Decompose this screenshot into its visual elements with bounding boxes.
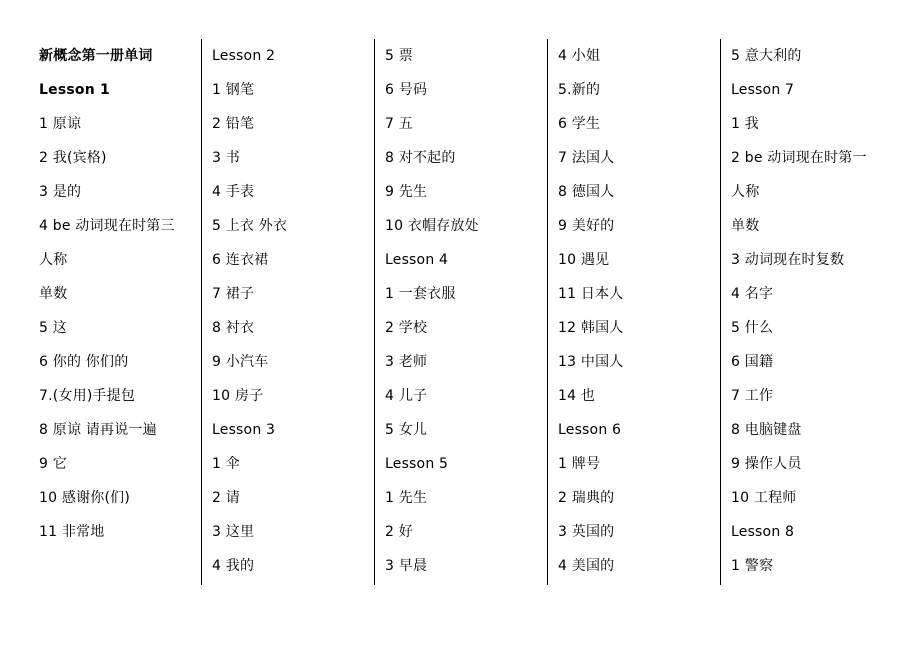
lesson-heading: Lesson 3 [212,422,276,438]
vocab-entry: 3 动词现在时复数 [731,252,845,268]
vocab-entry: 2 铅笔 [212,116,255,132]
vocab-entry: 1 警察 [731,558,774,574]
vocab-entry: 7 法国人 [558,150,615,166]
lesson-heading: Lesson 4 [385,252,449,268]
vocab-entry: 11 非常地 [39,524,105,540]
vocab-entry: 3 早晨 [385,558,428,574]
vocab-entry: 9 美好的 [558,218,615,234]
vocab-entry: 人称 [731,184,760,200]
vocab-entry: 5 女儿 [385,422,428,438]
vocab-entry: 8 德国人 [558,184,615,200]
vocab-entry: 4 儿子 [385,388,428,404]
vocab-entry: 3 这里 [212,524,255,540]
vocab-entry: 12 韩国人 [558,320,624,336]
vocab-entry: 6 连衣裙 [212,252,269,268]
vocab-entry: 9 操作人员 [731,456,802,472]
vocab-entry: 7 裙子 [212,286,255,302]
vocab-entry: 6 你的 你们的 [39,354,129,370]
document-title: 新概念第一册单词 [39,48,153,64]
vocab-entry: 6 学生 [558,116,601,132]
vocab-entry: 8 对不起的 [385,150,456,166]
vocab-entry: 6 号码 [385,82,428,98]
vocab-entry: 5 上衣 外衣 [212,218,288,234]
vocab-entry: 单数 [731,218,760,234]
vocab-column-1 [33,39,202,585]
vocab-entry: 13 中国人 [558,354,624,370]
vocab-entry: 8 电脑键盘 [731,422,802,438]
vocab-entry: 10 感谢你(们) [39,490,130,506]
vocab-entry: 11 日本人 [558,286,624,302]
vocab-entry: 2 我(宾格) [39,150,107,166]
vocab-entry: 10 遇见 [558,252,610,268]
lesson-heading: Lesson 7 [731,82,795,98]
vocab-entry: 4 小姐 [558,48,601,64]
vocab-column-4 [548,39,721,585]
lesson-heading: Lesson 1 [39,82,110,98]
vocab-entry: 单数 [39,286,68,302]
vocab-entry: 2 瑞典的 [558,490,615,506]
vocab-entry: 1 一套衣服 [385,286,456,302]
vocab-entry: 9 它 [39,456,67,472]
vocab-entry: 3 书 [212,150,240,166]
vocab-entry: 2 请 [212,490,240,506]
vocab-entry: 1 原谅 [39,116,82,132]
vocab-entry: 10 衣帽存放处 [385,218,479,234]
vocab-entry: 8 衬衣 [212,320,255,336]
vocab-entry: 7 工作 [731,388,774,404]
vocab-entry: 3 老师 [385,354,428,370]
vocab-entry: 1 先生 [385,490,428,506]
vocab-column-2 [202,39,375,585]
lesson-heading: Lesson 8 [731,524,795,540]
vocab-entry: 2 学校 [385,320,428,336]
vocab-entry: 14 也 [558,388,596,404]
vocab-entry: 5.新的 [558,82,601,98]
vocab-entry: 4 手表 [212,184,255,200]
vocab-entry: 5 这 [39,320,67,336]
lesson-heading: Lesson 2 [212,48,276,64]
lesson-heading: Lesson 6 [558,422,622,438]
vocab-entry: 8 原谅 请再说一遍 [39,422,157,438]
vocab-entry: 4 我的 [212,558,255,574]
vocab-entry: 1 我 [731,116,759,132]
vocab-entry: 9 小汽车 [212,354,269,370]
vocab-entry: 5 意大利的 [731,48,802,64]
vocab-column-5 [721,39,891,585]
vocab-entry: 10 工程师 [731,490,797,506]
vocab-entry: 1 牌号 [558,456,601,472]
vocab-entry: 7 五 [385,116,413,132]
vocab-entry: 3 是的 [39,184,82,200]
vocab-entry: 2 be 动词现在时第一 [731,150,867,166]
vocab-entry: 2 好 [385,524,413,540]
vocab-entry: 1 伞 [212,456,240,472]
vocab-entry: 4 美国的 [558,558,615,574]
vocab-entry: 6 国籍 [731,354,774,370]
vocab-entry: 5 什么 [731,320,774,336]
vocab-entry: 3 英国的 [558,524,615,540]
vocab-entry: 4 名字 [731,286,774,302]
vocab-entry: 5 票 [385,48,413,64]
vocab-entry: 7.(女用)手提包 [39,388,136,404]
vocab-entry: 10 房子 [212,388,264,404]
vocab-column-3 [375,39,548,585]
vocab-entry: 人称 [39,252,68,268]
vocab-entry: 9 先生 [385,184,428,200]
lesson-heading: Lesson 5 [385,456,449,472]
vocab-entry: 1 钢笔 [212,82,255,98]
vocab-entry: 4 be 动词现在时第三 [39,218,175,234]
